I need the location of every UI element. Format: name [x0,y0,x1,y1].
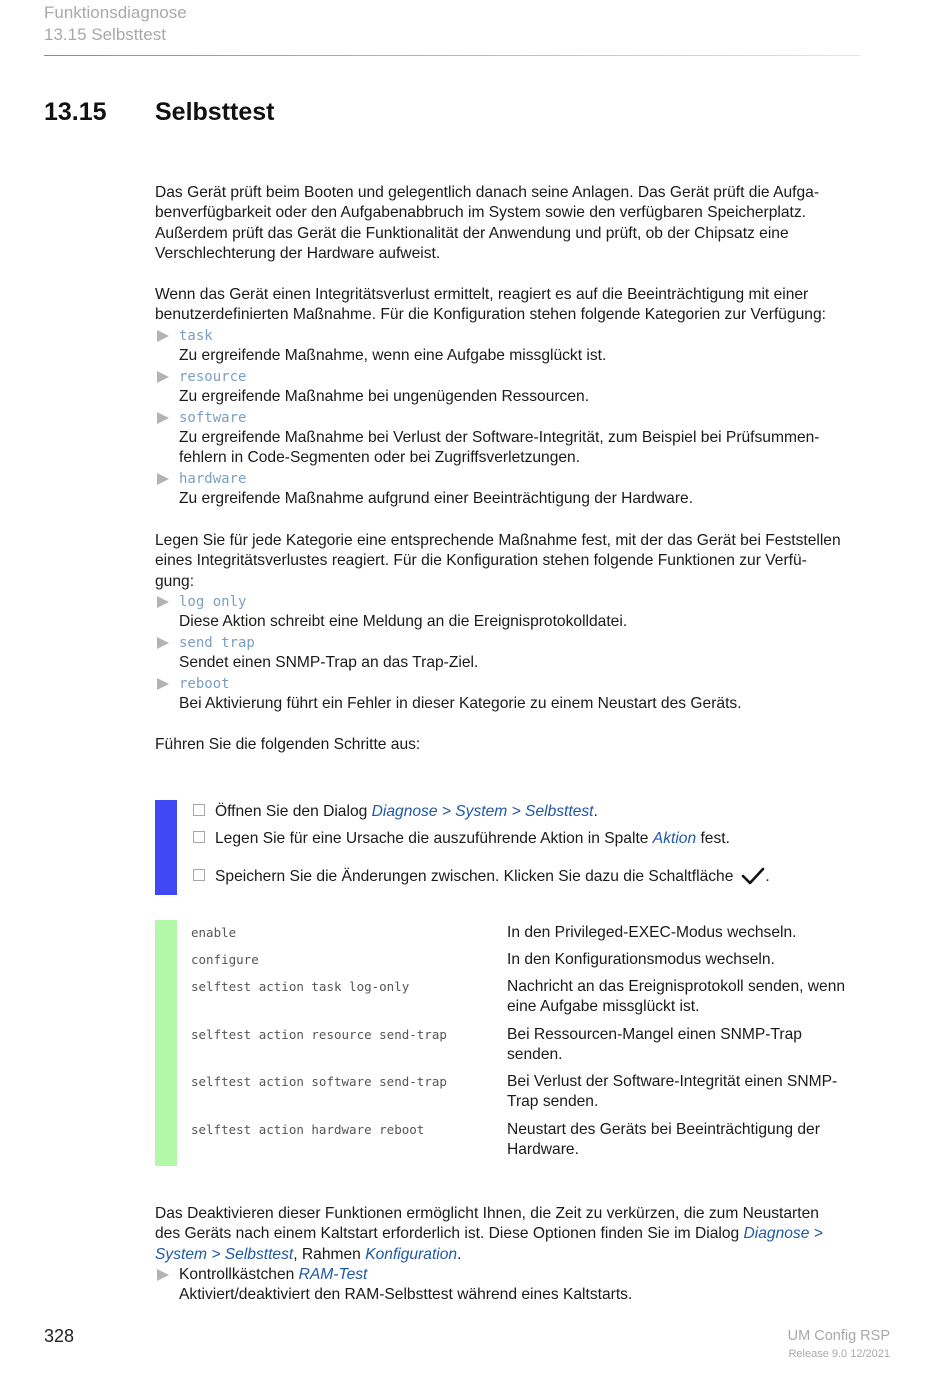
bullet-triangle-icon [157,473,169,485]
cli-command: selftest action hardware reboot [191,1122,425,1137]
text-line: benverfügbarkeit oder den Aufgabenabbruch im System sowie den verfügbaren Speicherplatz. [155,204,807,222]
list-item [155,674,895,715]
column-name-link[interactable]: Aktion [652,830,697,847]
text-line: eines Integritätsverlustes reagiert. Für die Konfiguration stehen folgende Funktionen zur Verfü- [155,552,807,570]
actions-intro-paragraph [155,531,895,592]
text-line: Hardware. [507,1141,579,1159]
action-list [155,592,895,714]
text-line: Wenn das Gerät einen Integritätsverlust ermittelt, reagiert es auf die Beeinträchtigung mit einer [155,286,809,303]
action-key: reboot [179,675,230,692]
text-line: Legen Sie für jede Kategorie eine entsprechende Maßnahme fest, mit der das Gerät bei Feststellen [155,532,841,549]
action-description: Diese Aktion schreibt eine Meldung an die Ereignisprotokolldatei. [179,613,628,631]
steps-marker-bar [155,800,177,895]
steps-intro: Führen Sie die folgenden Schritte aus: [155,736,421,753]
step-text: fest. [696,830,730,847]
category-key: resource [179,368,247,385]
bullet-triangle-icon [157,330,169,342]
text-line: benutzerdefinierten Maßnahme. Für die Konfiguration stehen folgende Kategorien zur Verfügung: [155,306,826,324]
bullet-triangle-icon [157,412,169,424]
cli-description [507,1025,892,1066]
step-2 [193,829,730,849]
step-1 [193,802,598,822]
section-number: 13.15 [44,98,107,126]
frame-name-link[interactable]: Konfiguration [365,1245,458,1263]
text-line: Das Gerät prüft beim Booten und gelegentlich danach seine Anlagen. Das Gerät prüft die Aufga- [155,184,820,201]
category-key: hardware [179,470,247,487]
list-item [155,367,895,408]
bullet-triangle-icon [157,1269,169,1281]
text-line: Trap senden. [507,1093,599,1111]
action-description: Bei Aktivierung führt ein Fehler in dieser Kategorie zu einem Neustart des Geräts. [179,695,742,713]
list-item [155,592,895,633]
cli-command: selftest action software send-trap [191,1074,447,1089]
step-text: Legen Sie für eine Ursache die auszuführende Aktion in Spalte [215,830,653,847]
outro-paragraph [155,1204,895,1265]
cli-description [507,1120,892,1161]
list-item [155,469,895,510]
category-description: Zu ergreifende Maßnahme bei Verlust der Software-Integrität, zum Beispiel bei Prüfsummen- [179,429,820,447]
bullet-triangle-icon [157,371,169,383]
cli-description [507,977,892,1018]
step-checkbox-icon [193,831,205,843]
step-checkbox-icon [193,869,205,881]
dialog-path-link[interactable]: Diagnose > System > Selbsttest [371,803,594,820]
bullet-triangle-icon [157,596,169,608]
text-line [155,1224,895,1244]
running-header-section: 13.15 Selbsttest [44,25,166,44]
text-span: des Geräts nach einem Kaltstart erforderlich ist. Diese Optionen finden Sie im Dialog [155,1225,744,1243]
list-item [155,1265,895,1306]
text-line: eine Aufgabe missglückt ist. [507,998,700,1016]
cli-command: enable [191,925,237,940]
running-header-chapter: Funktionsdiagnose [44,3,187,22]
action-description: Sendet einen SNMP-Trap an das Trap-Ziel. [179,654,479,672]
category-description: Zu ergreifende Maßnahme aufgrund einer Beeinträchtigung der Hardware. [179,490,694,508]
checkbox-name-link[interactable]: RAM-Test [298,1266,368,1283]
header-divider [44,55,860,56]
text-line: Verschlechterung der Hardware aufweist. [155,245,441,263]
checkmark-icon [741,866,765,892]
list-item [155,633,895,674]
cli-description: In den Konfigurationsmodus wechseln. [507,951,775,968]
cli-description [507,1072,892,1113]
text-line: Neustart des Geräts bei Beeinträchtigung der [507,1121,820,1138]
cli-description: In den Privileged-EXEC-Modus wechseln. [507,924,797,941]
item-description: Aktiviert/deaktiviert den RAM-Selbsttest während eines Kaltstarts. [179,1286,633,1304]
text-span: , Rahmen [293,1245,366,1263]
text-line: Bei Verlust der Software-Integrität einen SNMP- [507,1073,838,1090]
step-checkbox-icon [193,804,205,816]
text-line: gung: [155,572,195,590]
intro-paragraph-2 [155,285,895,326]
bullet-triangle-icon [157,637,169,649]
text-line [155,1245,895,1265]
cli-command: configure [191,952,259,967]
release-info: Release 9.0 12/2021 [788,1348,890,1360]
text-line: Außerdem prüft das Gerät die Funktionalität der Anwendung und prüft, ob der Chipsatz eine [155,224,789,242]
section-title: Selbsttest [155,98,275,126]
category-description-cont: fehlern in Code-Segmenten oder bei Zugriffsverletzungen. [179,449,581,467]
step-text: Speichern Sie die Änderungen zwischen. Klicken Sie dazu die Schaltfläche [215,868,734,885]
step-text: . [593,803,598,820]
category-key: software [179,409,247,426]
list-item [155,408,895,469]
dialog-path-link[interactable]: System > Selbsttest [155,1245,294,1263]
category-description: Zu ergreifende Maßnahme bei ungenügenden Ressourcen. [179,388,590,406]
category-description: Zu ergreifende Maßnahme, wenn eine Aufgabe missglückt ist. [179,347,607,365]
action-key: send trap [179,634,255,651]
text-span: . [457,1245,462,1263]
page-number: 328 [44,1326,75,1346]
text-line: Bei Ressourcen-Mangel einen SNMP-Trap [507,1026,802,1043]
text-line: Das Deaktivieren dieser Funktionen ermöglicht Ihnen, die Zeit zu verkürzen, die zum Neustarten [155,1205,819,1222]
cli-marker-bar [155,920,177,1166]
text-line: senden. [507,1046,563,1064]
step-text: Öffnen Sie den Dialog [215,803,372,820]
doc-title: UM Config RSP [787,1328,890,1344]
category-key: task [179,328,213,344]
intro-paragraph-1 [155,183,895,265]
item-label: Kontrollkästchen [179,1266,299,1283]
action-key: log only [179,594,247,610]
cli-command: selftest action task log-only [191,979,410,994]
dialog-path-link[interactable]: Diagnose > [743,1225,823,1243]
cli-command: selftest action resource send-trap [191,1027,447,1042]
bullet-triangle-icon [157,678,169,690]
category-list [155,326,895,510]
step-text: . [765,868,770,885]
text-line: Nachricht an das Ereignisprotokoll senden, wenn [507,978,846,995]
step-3 [193,866,770,892]
list-item [155,326,895,367]
checkbox-list [155,1265,895,1306]
